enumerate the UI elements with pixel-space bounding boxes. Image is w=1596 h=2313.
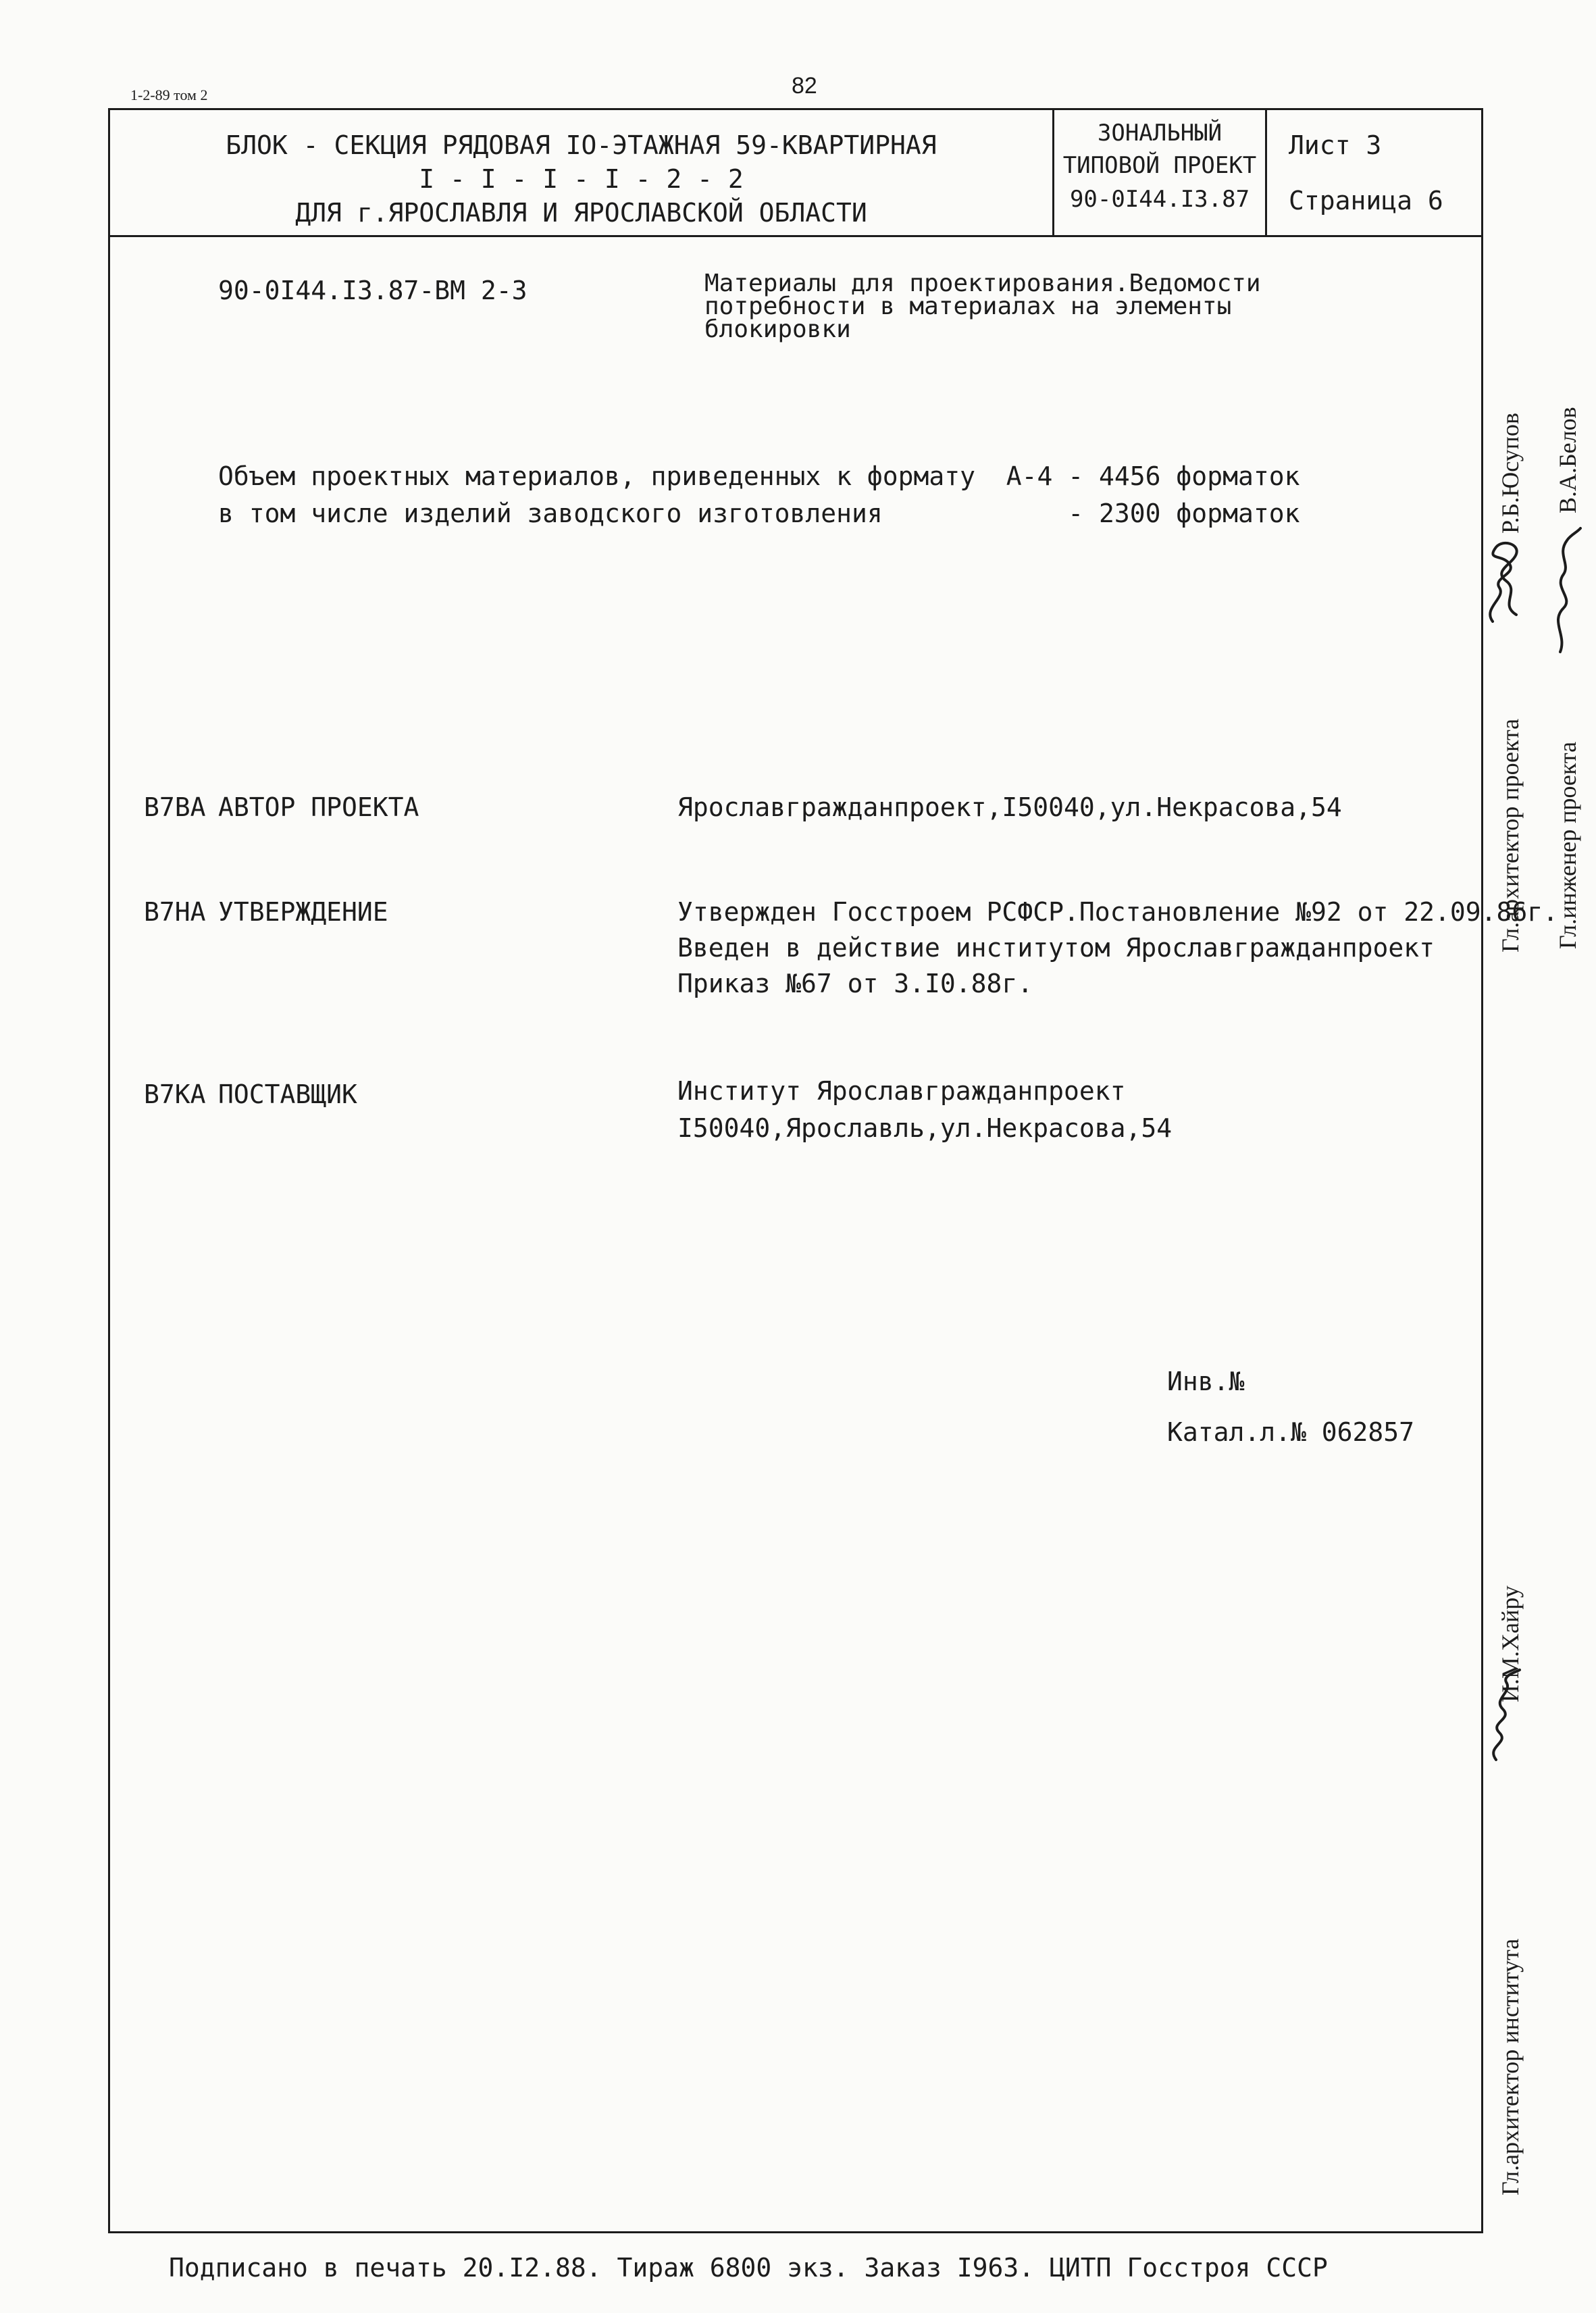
signature-belov: [1540, 527, 1587, 655]
approval-label: УТВЕРЖДЕНИЕ: [218, 897, 388, 927]
approval-line-2: Введен в действие институтом Ярославгражданпроект: [677, 933, 1435, 963]
print-footer: Подписано в печать 20.I2.88. Тираж 6800 экз. Заказ I963. ЦИТП Госстроя СССР: [169, 2253, 1328, 2283]
project-type-line-1: ЗОНАЛЬНЫЙ: [1097, 120, 1222, 147]
signature-khayru: [1479, 1669, 1533, 1763]
author-value: Ярославгражданпроект,I50040,ул.Некрасова,54: [677, 792, 1342, 822]
title-line-2: I - I - I - I - 2 - 2: [419, 164, 744, 194]
doc-description: [704, 272, 1261, 341]
sheet-number: Лист 3: [1289, 130, 1382, 160]
title-block-divider: [110, 235, 1481, 237]
doc-desc-line-1: Материалы для проектирования.Ведомости: [704, 270, 1261, 297]
volume-line-1: Объем проектных материалов, приведенных к формату А-4 - 4456 форматок: [218, 461, 1300, 491]
volume-note: 1-2-89 том 2: [130, 86, 208, 103]
approval-code: В7НА: [144, 897, 206, 927]
catalog-number: Катал.л.№ 062857: [1167, 1417, 1415, 1447]
doc-desc-line-3: блокировки: [704, 315, 851, 343]
approval-line-3: Приказ №67 от 3.I0.88г.: [677, 969, 1033, 998]
project-code: 90-0I44.I3.87: [1069, 186, 1250, 213]
doc-code: 90-0I44.I3.87-ВМ 2-3: [218, 276, 527, 305]
supplier-code: В7КА: [144, 1079, 206, 1109]
volume-line-2: в том числе изделий заводского изготовления - 2300 форматок: [218, 499, 1300, 528]
inventory-number: Инв.№: [1167, 1367, 1245, 1396]
author-label: АВТОР ПРОЕКТА: [218, 792, 419, 822]
project-type-line-2: ТИПОВОЙ ПРОЕКТ: [1062, 152, 1257, 179]
supplier-line-2: I50040,Ярославль,ул.Некрасова,54: [677, 1113, 1173, 1143]
approval-line-1: Утвержден Госстроем РСФСР.Постановление №92 от 22.09.86г.: [677, 897, 1559, 927]
page-number: 82: [792, 73, 817, 99]
chief-architect-project-name: Р.Б.Юсупов: [1497, 413, 1524, 534]
author-code: В7ВА: [144, 792, 206, 822]
supplier-label: ПОСТАВЩИК: [218, 1079, 357, 1109]
title-block-vdivider-2: [1265, 110, 1267, 235]
doc-desc-line-2: потребности в материалах на элементы: [704, 293, 1232, 320]
chief-architect-project-label: Гл.архитектор проекта: [1497, 718, 1524, 952]
chief-engineer-project-name: В.А.Белов: [1554, 407, 1581, 513]
chief-engineer-project-label: Гл.инженер проекта: [1554, 741, 1581, 949]
title-line-3: ДЛЯ г.ЯРОСЛАВЛЯ И ЯРОСЛАВСКОЙ ОБЛАСТИ: [295, 198, 867, 228]
chief-architect-institute-label: Гл.архитектор института: [1497, 1938, 1524, 2195]
page-label: Страница 6: [1289, 186, 1443, 215]
signature-yusupov: [1479, 534, 1533, 628]
supplier-line-1: Институт Ярославгражданпроект: [677, 1076, 1126, 1106]
chief-architect-institute-name: И.М.Хайру: [1497, 1585, 1524, 1702]
title-line-1: БЛОК - СЕКЦИЯ РЯДОВАЯ IO-ЭТАЖНАЯ 59-КВАРТИРНАЯ: [226, 130, 937, 160]
